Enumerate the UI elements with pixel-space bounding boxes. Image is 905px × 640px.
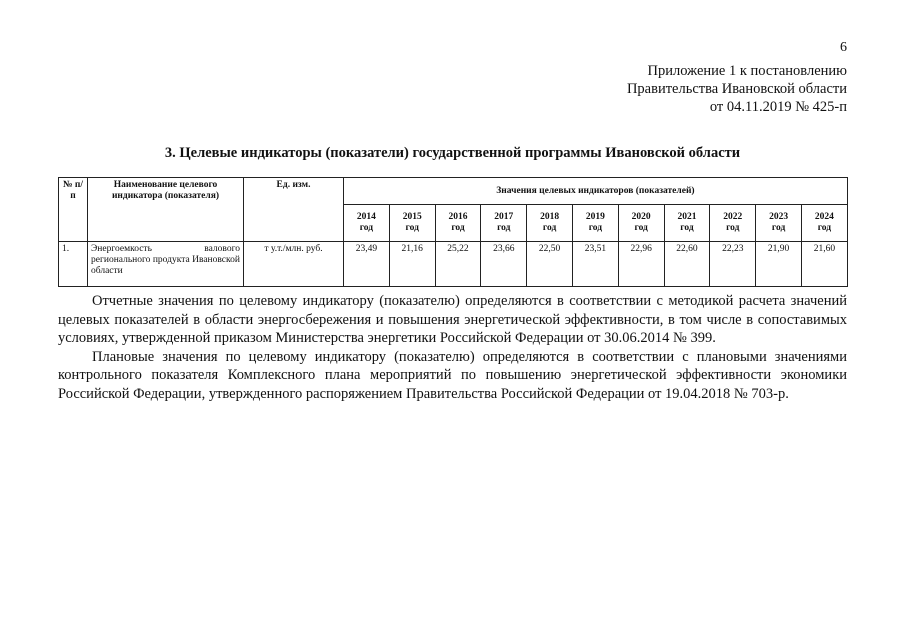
value-cell: 22,23 (710, 242, 756, 287)
year-suffix: год (542, 223, 557, 233)
appendix-line: Правительства Ивановской области (626, 81, 847, 97)
table-row (59, 242, 848, 287)
unit-cell: т у.т./млн. руб. (244, 242, 344, 287)
year-number: 2022 (723, 212, 743, 222)
value-cell: 23,49 (344, 242, 390, 287)
appendix-block (627, 62, 847, 116)
year-suffix: год (726, 223, 740, 233)
table-header-row (59, 178, 848, 205)
year-header (435, 205, 481, 242)
year-header (710, 205, 756, 242)
value-cell: 23,51 (572, 242, 618, 287)
year-header (481, 205, 527, 242)
header-values: Значения целевых индикаторов (показателей) (344, 178, 848, 205)
header-indicator-name: Наименование целевого индикатора (показателя) (88, 178, 244, 242)
year-header (389, 205, 435, 242)
year-header (664, 205, 710, 242)
year-header (756, 205, 802, 242)
value-cell: 25,22 (435, 242, 481, 287)
paragraph: Отчетные значения по целевому индикатору (показателю) определяются в соответствии с методикой расчета значений целевых показателей в области энергосбережения и повышения энергетической эффективности, в том числе в сопоставимых условиях, утвержденной приказом Министерства энергетики Российской Федерации от 30.06.2014 № 399. (58, 293, 847, 346)
header-num: № п/п (59, 178, 88, 242)
year-suffix: год (680, 223, 694, 233)
value-cell: 21,90 (756, 242, 802, 287)
year-suffix: год (359, 223, 374, 233)
body-text (58, 292, 847, 403)
year-header (618, 205, 664, 242)
value-cell: 22,96 (618, 242, 664, 287)
value-cell: 21,16 (389, 242, 435, 287)
year-number: 2020 (631, 212, 651, 222)
value-cell: 21,60 (801, 242, 847, 287)
row-num: 1. (59, 242, 88, 287)
paragraph: Плановые значения по целевому индикатору (показателю) определяются в соответствии с плановыми значениями контрольного показателя Комплексного плана мероприятий по повышению энергетической эффективности экономики Российской Федерации, утвержденного распоряжением Правительства Российской Федерации от 19.04.2018 № 703-р. (58, 348, 847, 402)
year-suffix: год (588, 223, 603, 233)
year-number: 2018 (540, 212, 560, 222)
year-number: 2014 (356, 212, 376, 222)
year-header (572, 205, 618, 242)
indicators-table (58, 177, 848, 287)
value-cell: 22,60 (664, 242, 710, 287)
year-suffix: год (771, 223, 786, 233)
year-number: 2015 (402, 212, 422, 222)
year-header (801, 205, 847, 242)
year-suffix: год (634, 223, 648, 233)
year-number: 2024 (814, 212, 834, 222)
appendix-line: от 04.11.2019 № 425-п (709, 99, 847, 115)
year-suffix: год (451, 223, 465, 233)
header-unit: Ед. изм. (244, 178, 344, 242)
year-suffix: год (817, 223, 832, 233)
value-cell: 23,66 (481, 242, 527, 287)
section-title: 3. Целевые индикаторы (показатели) государственной программы Ивановской области (164, 145, 741, 161)
year-suffix: год (497, 223, 511, 233)
year-header (527, 205, 573, 242)
indicator-name: Энергоемкость валового регионального продукта Ивановской области (88, 242, 244, 287)
appendix-line: Приложение 1 к постановлению (647, 63, 847, 79)
year-header (344, 205, 390, 242)
year-number: 2021 (677, 212, 697, 222)
year-number: 2017 (494, 212, 514, 222)
year-number: 2016 (448, 212, 468, 222)
value-cell: 22,50 (527, 242, 573, 287)
page-number: 6 (840, 40, 847, 55)
year-suffix: год (405, 223, 419, 233)
year-number: 2023 (769, 212, 789, 222)
year-number: 2019 (585, 212, 605, 222)
